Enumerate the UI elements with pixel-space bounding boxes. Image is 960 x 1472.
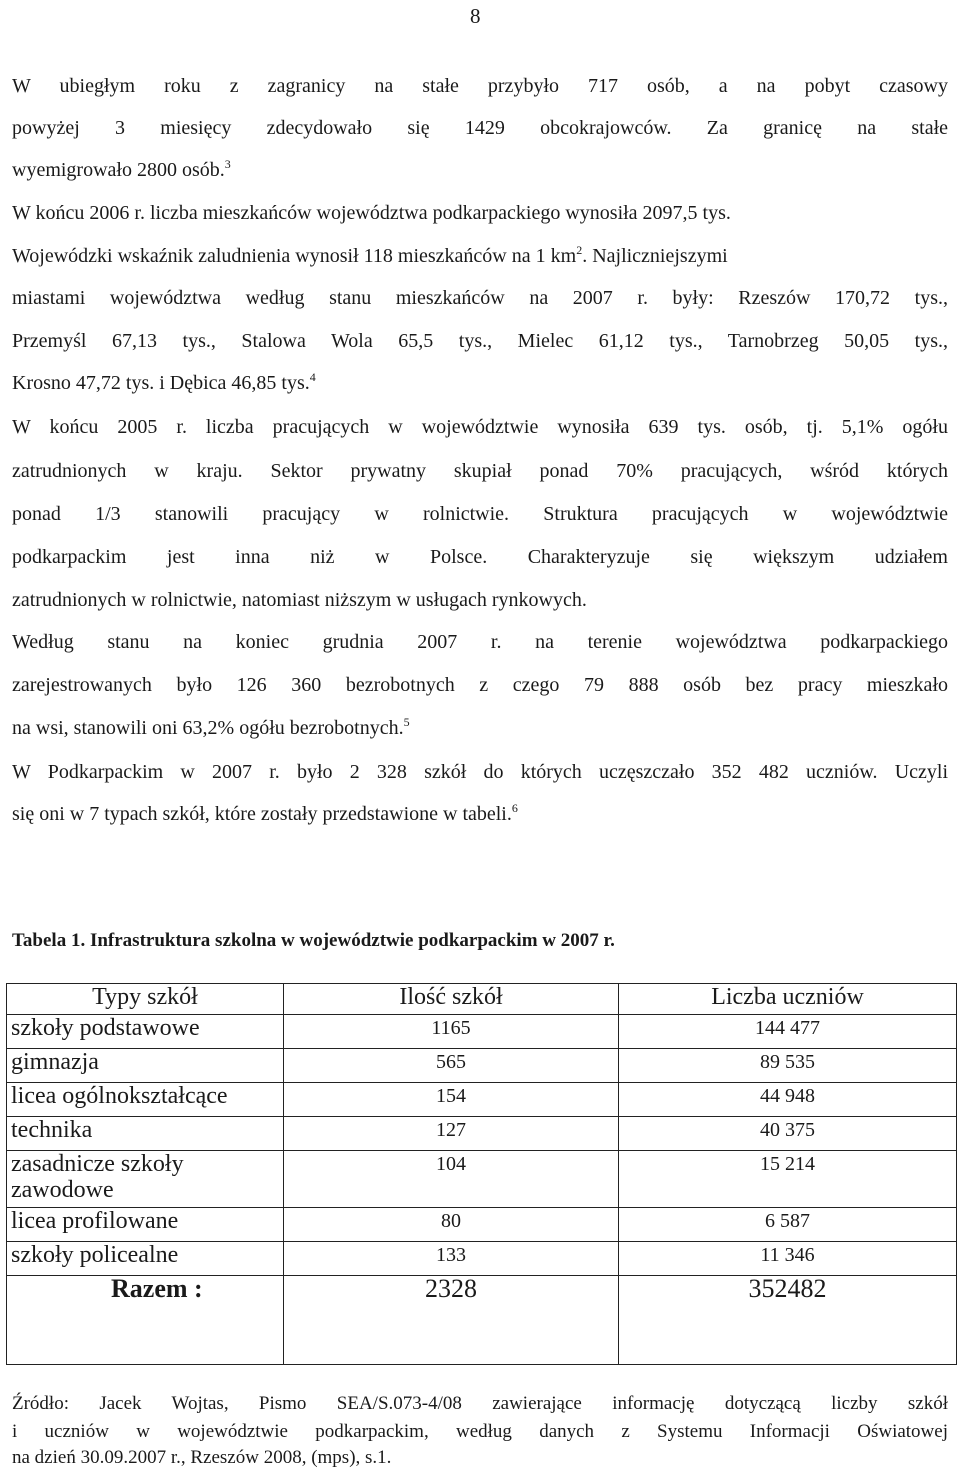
table-cell: licea profilowane — [7, 1208, 284, 1242]
table-cell: 104 — [284, 1151, 619, 1208]
table-cell: 6 587 — [619, 1208, 957, 1242]
text-line: wyemigrowało 2800 osób.$^3$ — [12, 157, 231, 181]
column-header: Liczba uczniów — [619, 984, 957, 1015]
text-line: zatrudnionych w rolnictwie, natomiast niższym w usługach rynkowych. — [12, 589, 587, 611]
text-line: W końcu 2006 r. liczba mieszkańców województwa podkarpackiego wynosiła 2097,5 tys. — [12, 202, 731, 224]
source-line: i uczniów w województwie podkarpackim, według danych z Systemu Informacji Oświatowej — [12, 1421, 948, 1442]
footnote-marker: 5 — [403, 715, 410, 729]
column-header: Ilość szkół — [284, 984, 619, 1015]
table-header-row — [7, 984, 957, 1015]
table-total-cell: Razem : — [7, 1276, 284, 1365]
school-infrastructure-table — [6, 983, 957, 1365]
table-cell: 133 — [284, 1242, 619, 1276]
table-cell: 89 535 — [619, 1049, 957, 1083]
table-row — [7, 1083, 957, 1117]
table-cell: licea ogólnokształcące — [7, 1083, 284, 1117]
table-row — [7, 1208, 957, 1242]
text-line: się oni w 7 typach szkół, które zostały przedstawione w tabeli.$^6$ — [12, 801, 518, 825]
table-row — [7, 1015, 957, 1049]
text-line: na wsi, stanowili oni 63,2% ogółu bezrobotnych.$^5$ — [12, 715, 410, 739]
text-line: Wojewódzki wskaźnik zaludnienia wynosił 118 mieszkańców na 1 $km^2$. Najliczniejszymi — [12, 243, 728, 267]
table-cell: 154 — [284, 1083, 619, 1117]
table-row — [7, 1242, 957, 1276]
table-caption: Tabela 1. Infrastruktura szkolna w województwie podkarpackim w 2007 r. — [12, 930, 615, 951]
text-line: zatrudnionych w kraju. Sektor prywatny skupiał ponad 70% pracujących, wśród których — [12, 460, 948, 482]
text-line: miastami województwa według stanu mieszkańców na 2007 r. były: Rzeszów 170,72 tys., — [12, 287, 948, 309]
table-row — [7, 1151, 957, 1208]
table-cell: 15 214 — [619, 1151, 957, 1208]
footnote-marker: 4 — [309, 370, 316, 384]
table-cell: technika — [7, 1117, 284, 1151]
table-cell: zasadnicze szkoły zawodowe — [7, 1151, 284, 1208]
table-cell: 1165 — [284, 1015, 619, 1049]
table-cell: gimnazja — [7, 1049, 284, 1083]
text-line: ponad 1/3 stanowili pracujący w rolnictwie. Struktura pracujących w województwie — [12, 503, 948, 525]
source-line: na dzień 30.09.2007 r., Rzeszów 2008, (mps), s.1. — [12, 1447, 392, 1468]
source-line: Źródło: Jacek Wojtas, Pismo SEA/S.073-4/08 zawierające informację dotyczącą liczby szkół — [12, 1393, 948, 1414]
table-cell: szkoły podstawowe — [7, 1015, 284, 1049]
table-cell: 80 — [284, 1208, 619, 1242]
page-number: 8 — [470, 4, 481, 28]
text-line: W ubiegłym roku z zagranicy na stałe przybyło 717 osób, a na pobyt czasowy — [12, 75, 948, 97]
table-cell: szkoły policealne — [7, 1242, 284, 1276]
text-line: podkarpackim jest inna niż w Polsce. Charakteryzuje się większym udziałem — [12, 546, 948, 568]
table-row — [7, 1049, 957, 1083]
text-line: W Podkarpackim w 2007 r. było 2 328 szkół do których uczęszczało 352 482 uczniów. Uczyli — [12, 761, 948, 783]
table-total-cell: 352482 — [619, 1276, 957, 1365]
table-cell: 565 — [284, 1049, 619, 1083]
text-line: Krosno 47,72 tys. i Dębica 46,85 tys.$^4$ — [12, 370, 316, 394]
table-row — [7, 1117, 957, 1151]
footnote-marker: 6 — [511, 801, 518, 815]
column-header: Typy szkół — [7, 984, 284, 1015]
footnote-marker: 2 — [576, 243, 583, 257]
text-line: Przemyśl 67,13 tys., Stalowa Wola 65,5 tys., Mielec 61,12 tys., Tarnobrzeg 50,05 tys., — [12, 330, 948, 352]
text-line: zarejestrowanych było 126 360 bezrobotnych z czego 79 888 osób bez pracy mieszkało — [12, 674, 948, 696]
table-cell: 127 — [284, 1117, 619, 1151]
table-cell: 44 948 — [619, 1083, 957, 1117]
table-cell: 144 477 — [619, 1015, 957, 1049]
text-line: W końcu 2005 r. liczba pracujących w województwie wynosiła 639 tys. osób, tj. 5,1% ogółu — [12, 416, 948, 438]
text-line: Według stanu na koniec grudnia 2007 r. na terenie województwa podkarpackiego — [12, 631, 948, 653]
table-total-cell: 2328 — [284, 1276, 619, 1365]
text-line: powyżej 3 miesięcy zdecydowało się 1429 obcokrajowców. Za granicę na stałe — [12, 117, 948, 139]
table-total-row — [7, 1276, 957, 1365]
table-cell: 40 375 — [619, 1117, 957, 1151]
footnote-marker: 3 — [224, 157, 231, 171]
table-cell: 11 346 — [619, 1242, 957, 1276]
